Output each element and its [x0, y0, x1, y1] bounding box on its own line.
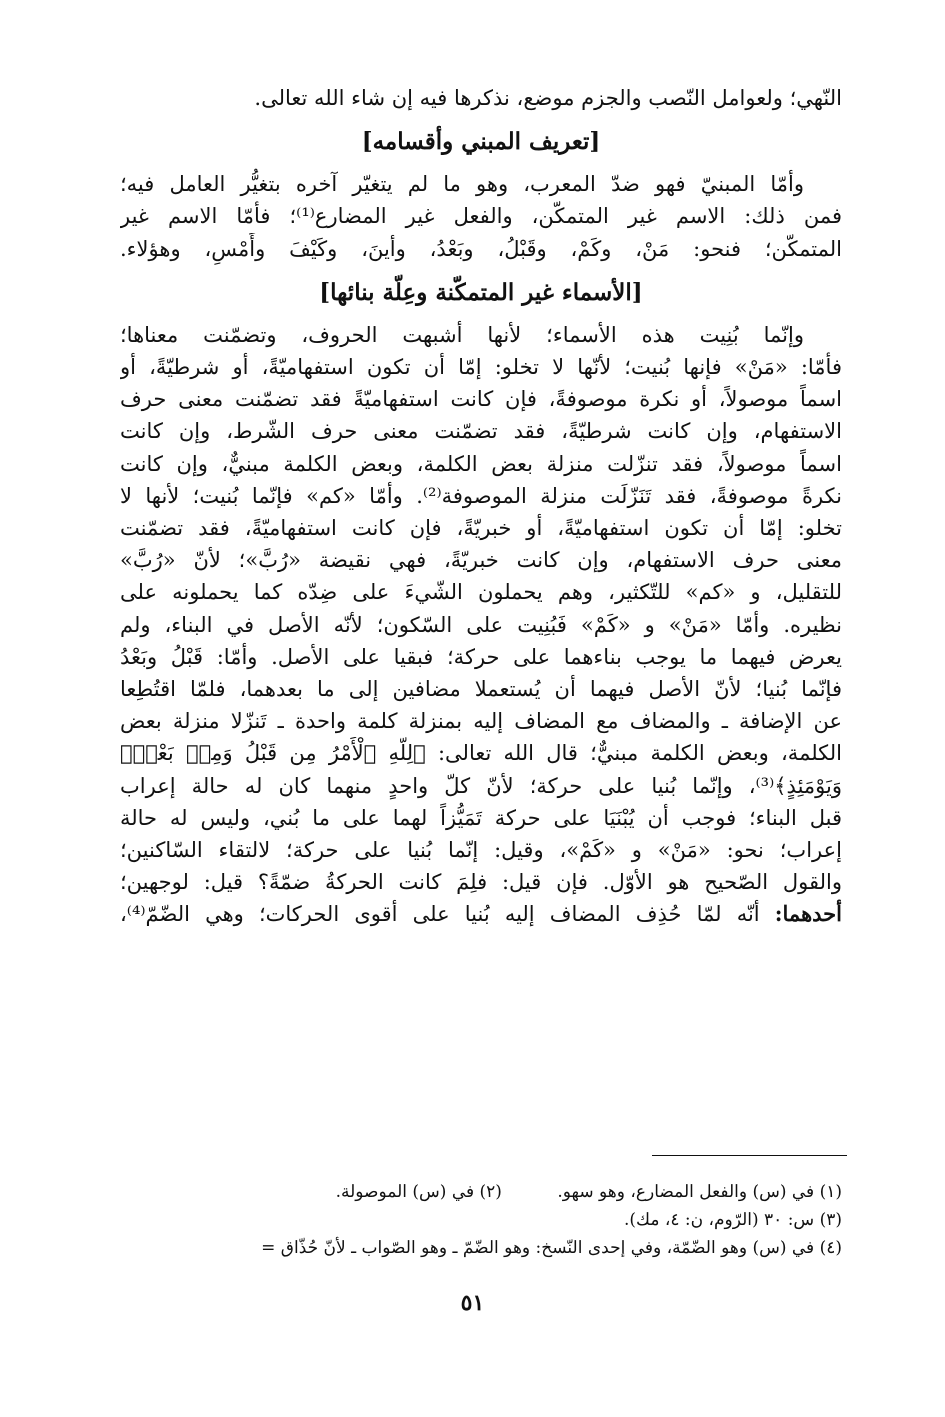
footnote-3: (٣) س: ٣٠ (الرّوم، ن: ٤، مك). — [623, 1210, 842, 1230]
text-line: يعرض فيهما ما يوجب بناءهما على حركة؛ فبقيا على الأصل. وأمّا: قَبْلُ وبَعْدُ — [120, 644, 842, 669]
quran-verse-line: الكلمة، وبعض الكلمة مبنيٌّ؛ قال الله تعالى: ﴿لِلَّهِ ٱلْأَمْرُ مِن قَبْلُ وَمِنۢ بَعْدُۚ — [120, 741, 842, 766]
text-line: وَيَوْمَئِذٍ﴾⁽³⁾، وإنّما بُنيا على حركة؛ لأنّ كلّ واحدٍ منهما كان له حالة إعراب — [120, 773, 842, 798]
text-line: والقول الصّحيح هو الأوّل. فإن قيل: فلِمَ كانت الحركةُ ضمّةً؟ قيل: لوجهين؛ — [120, 870, 842, 895]
intro-line: النّهي؛ ولعوامل النّصب والجزم موضع، نذكرها فيه إن شاء الله تعالى. — [254, 86, 842, 110]
text-line: تخلو: إمّا أن تكون استفهاميّةً، أو خبريّةً، فإن كانت استفهاميّةً، فقد تضمّنت — [120, 516, 842, 541]
footnote-divider — [652, 1155, 847, 1156]
footnote-4: (٤) في (س) وهو الضّمّة، وفي إحدى النّسخ: وهو الضّمّ ـ وهو الصّواب ـ لأنّ حُذّاق = — [261, 1238, 842, 1258]
text-line: وأمّا المبنيّ فهو ضدّ المعرب، وهو ما لم يتغيّر آخره بتغيُّر العامل فيه؛ — [120, 172, 804, 197]
footnote-2: (٢) في (س) الموصولة. — [335, 1182, 502, 1202]
text-line: معنى حرف الاستفهام، وإن كانت خبريّةً، فهي نقيضة «رُبَّ»؛ لأنّ «رُبَّ» — [120, 548, 842, 573]
page-number: ٥١ — [460, 1290, 485, 1316]
text-line: اسماً موصولاً، فقد تنزّلت منزلة بعض الكلمة، وبعض الكلمة مبنيٌّ، وإن كانت — [120, 451, 842, 476]
text-line: فإنّما بُنيا؛ لأنّ الأصل فيهما أن يُستعملا مضافين إلى ما بعدهما، فلمّا اقتُطِعا — [120, 677, 842, 702]
text-line: نظيره. وأمّا «مَنْ» و «كَمْ» فَبُنِيت على السّكون؛ لأنّه الأصل في البناء، ولم — [120, 612, 842, 637]
paragraph-reasons-of-building — [120, 319, 842, 931]
text-line: فمن ذلك: الاسم غير المتمكّن، والفعل غير المضارع⁽¹⁾؛ فأمّا الاسم غير — [120, 204, 842, 229]
section-heading-mabni: [تعريف المبني وأقسامه] — [361, 128, 601, 156]
text-line: للتقليل، و «كم» للتّكثير، وهم يحملون الشّيءَ على ضِدّه كما يحملونه على — [120, 580, 842, 605]
text-line — [120, 898, 842, 930]
text-line: إعراب؛ نحو: «مَنْ» و «كَمْ»، وقيل: إنّما بُنيا على حركة؛ لالتقاء السّاكنين؛ — [120, 838, 842, 863]
footnotes — [120, 1178, 842, 1262]
text-line: عن الإضافة ـ والمضاف مع المضاف إليه بمنزلة كلمة واحدة ـ تَنزّلا منزلة بعض — [120, 709, 842, 734]
text-line: المتمكّن؛ فنحو: مَنْ، وكَمْ، وقَبْلُ، وبَعْدُ، وأينَ، وكَيْفَ وأَمْسِ، وهؤلاء. — [120, 236, 842, 261]
text-line: اسماً موصولاً، أو نكرة موصوفةً، فإن كانت استفهاميّةً فقد تضمّنت معنى حرف — [120, 387, 842, 412]
text-line: نكرةً موصوفةً، فقد تَنَزّلَت منزلة الموصوفة⁽²⁾. وأمّا «كم» فإنّما بُنيت؛ لأنها لا — [120, 483, 842, 508]
section-heading-non-declinable-nouns: [الأسماء غير المتمكّنة وعِلّة بنائها] — [319, 278, 643, 306]
footnote-row — [120, 1178, 842, 1206]
bold-term: أحدهما: — [774, 901, 842, 927]
text-line: وإنّما بُنِيت هذه الأسماء؛ لأنها أشبهت الحروف، وتضمّنت معناها؛ — [120, 322, 804, 347]
footnote-1: (١) في (س) والفعل المضارع، وهو سهو. — [557, 1182, 842, 1202]
text-line: قبل البناء؛ فوجب أن يُبْنَيَا على حركة تَمَيُّزاً لهما على ما بُني، وليس له حالة — [120, 805, 842, 830]
text-line: فأمّا: «مَنْ» فإنها بُنيت؛ لأنّها لا تخلو: إمّا أن تكون استفهاميّةً، أو شرطيّةً، أو — [120, 355, 842, 380]
page-body — [120, 82, 842, 931]
text-span: أنّه لمّا حُذِف المضاف إليه بُنيا على أقوى الحركات؛ وهي الضّمّ⁽⁴⁾، — [120, 902, 775, 927]
paragraph-mabni-definition — [120, 168, 842, 265]
text-line: الاستفهام، وإن كانت شرطيّةً، فقد تضمّنت معنى حرف الشّرط، وإن كانت — [120, 419, 842, 444]
